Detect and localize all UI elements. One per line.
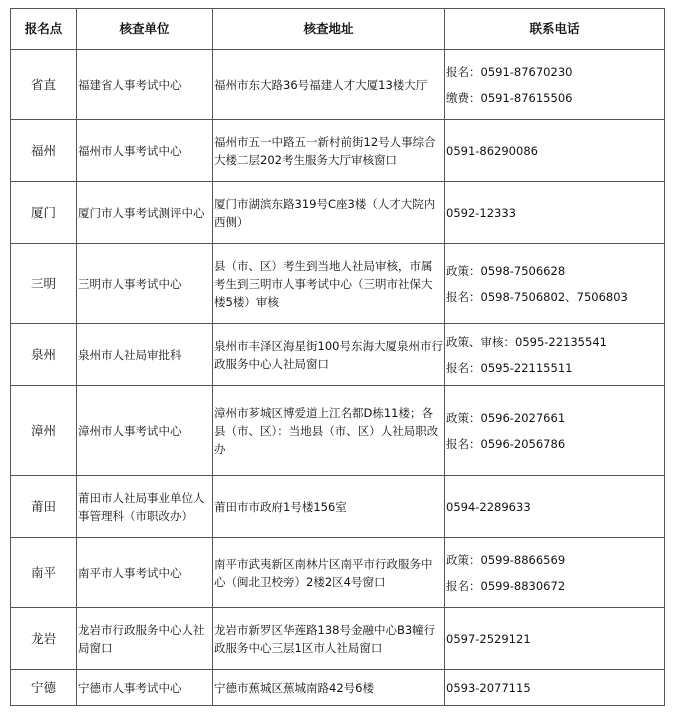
phone-cell — [445, 670, 665, 706]
phone-line: 政策：0598-7506628 — [446, 263, 566, 278]
header-site: 报名点 — [11, 9, 77, 50]
address-cell: 泉州市丰泽区海星街100号东海大厦泉州市行政服务中心人社局窗口 — [213, 324, 445, 386]
unit-cell: 龙岩市行政服务中心人社局窗口 — [77, 608, 213, 670]
phone-line: 0597-2529121 — [446, 631, 531, 646]
phone-line: 报名：0591-87670230 — [446, 64, 573, 79]
phone-line: 政策：0599-8866569 — [446, 552, 566, 567]
address-cell: 县（市、区）考生到当地人社局审核，市属考生到三明市人事考试中心（三明市社保大楼5楼）审核 — [213, 244, 445, 324]
unit-cell: 南平市人事考试中心 — [77, 538, 213, 608]
phone-line: 报名：0596-2056786 — [446, 436, 566, 451]
site-cell: 龙岩 — [11, 608, 77, 670]
unit-cell: 宁德市人事考试中心 — [77, 670, 213, 706]
site-cell: 福州 — [11, 120, 77, 182]
phone-cell — [445, 182, 665, 244]
site-cell: 宁德 — [11, 670, 77, 706]
phone-line: 报名：0599-8830672 — [446, 578, 566, 593]
site-cell: 三明 — [11, 244, 77, 324]
phone-line: 政策：0596-2027661 — [446, 410, 566, 425]
unit-cell: 福建省人事考试中心 — [77, 50, 213, 120]
header-row — [11, 9, 665, 50]
phone-line: 报名：0595-22115511 — [446, 360, 573, 375]
address-cell: 福州市五一中路五一新村前街12号人事综合大楼二层202考生服务大厅审核窗口 — [213, 120, 445, 182]
site-cell: 厦门 — [11, 182, 77, 244]
header-unit: 核查单位 — [77, 9, 213, 50]
phone-line: 政策、审核：0595-22135541 — [446, 334, 607, 349]
unit-cell: 三明市人事考试中心 — [77, 244, 213, 324]
unit-cell: 厦门市人事考试测评中心 — [77, 182, 213, 244]
site-cell: 泉州 — [11, 324, 77, 386]
table-row — [11, 50, 665, 120]
phone-line: 报名：0598-7506802、7506803 — [446, 289, 628, 304]
phone-cell — [445, 476, 665, 538]
unit-cell: 泉州市人社局审批科 — [77, 324, 213, 386]
address-cell: 厦门市湖滨东路319号C座3楼（人才大院内西侧） — [213, 182, 445, 244]
phone-cell — [445, 324, 665, 386]
table-row — [11, 670, 665, 706]
phone-cell — [445, 244, 665, 324]
address-cell: 宁德市蕉城区蕉城南路42号6楼 — [213, 670, 445, 706]
header-phone: 联系电话 — [445, 9, 665, 50]
phone-cell — [445, 120, 665, 182]
site-cell: 省直 — [11, 50, 77, 120]
address-cell: 漳州市芗城区博爱道上江名都D栋11楼；各县（市、区）：当地县（市、区）人社局职改办 — [213, 386, 445, 476]
table-row — [11, 182, 665, 244]
phone-cell — [445, 386, 665, 476]
table-row — [11, 608, 665, 670]
phone-line: 缴费：0591-87615506 — [446, 90, 573, 105]
header-address: 核查地址 — [213, 9, 445, 50]
table-row — [11, 386, 665, 476]
site-cell: 莆田 — [11, 476, 77, 538]
site-cell: 漳州 — [11, 386, 77, 476]
table-row — [11, 538, 665, 608]
address-cell: 南平市武夷新区南林片区南平市行政服务中心（闽北卫校旁）2楼2区4号窗口 — [213, 538, 445, 608]
address-cell: 莆田市市政府1号楼156室 — [213, 476, 445, 538]
table-row — [11, 476, 665, 538]
table-row — [11, 120, 665, 182]
address-cell: 福州市东大路36号福建人才大厦13楼大厅 — [213, 50, 445, 120]
phone-line: 0591-86290086 — [446, 143, 538, 158]
address-cell: 龙岩市新罗区华莲路138号金融中心B3幢行政服务中心三层1区市人社局窗口 — [213, 608, 445, 670]
phone-cell — [445, 50, 665, 120]
table-row — [11, 324, 665, 386]
phone-cell — [445, 538, 665, 608]
table-row — [11, 244, 665, 324]
phone-line: 0593-2077115 — [446, 680, 531, 695]
site-cell: 南平 — [11, 538, 77, 608]
unit-cell: 漳州市人事考试中心 — [77, 386, 213, 476]
unit-cell: 福州市人事考试中心 — [77, 120, 213, 182]
phone-cell — [445, 608, 665, 670]
phone-line: 0594-2289633 — [446, 499, 531, 514]
unit-cell: 莆田市人社局事业单位人事管理科（市职改办） — [77, 476, 213, 538]
verification-sites-table — [10, 8, 665, 706]
phone-line: 0592-12333 — [446, 205, 516, 220]
